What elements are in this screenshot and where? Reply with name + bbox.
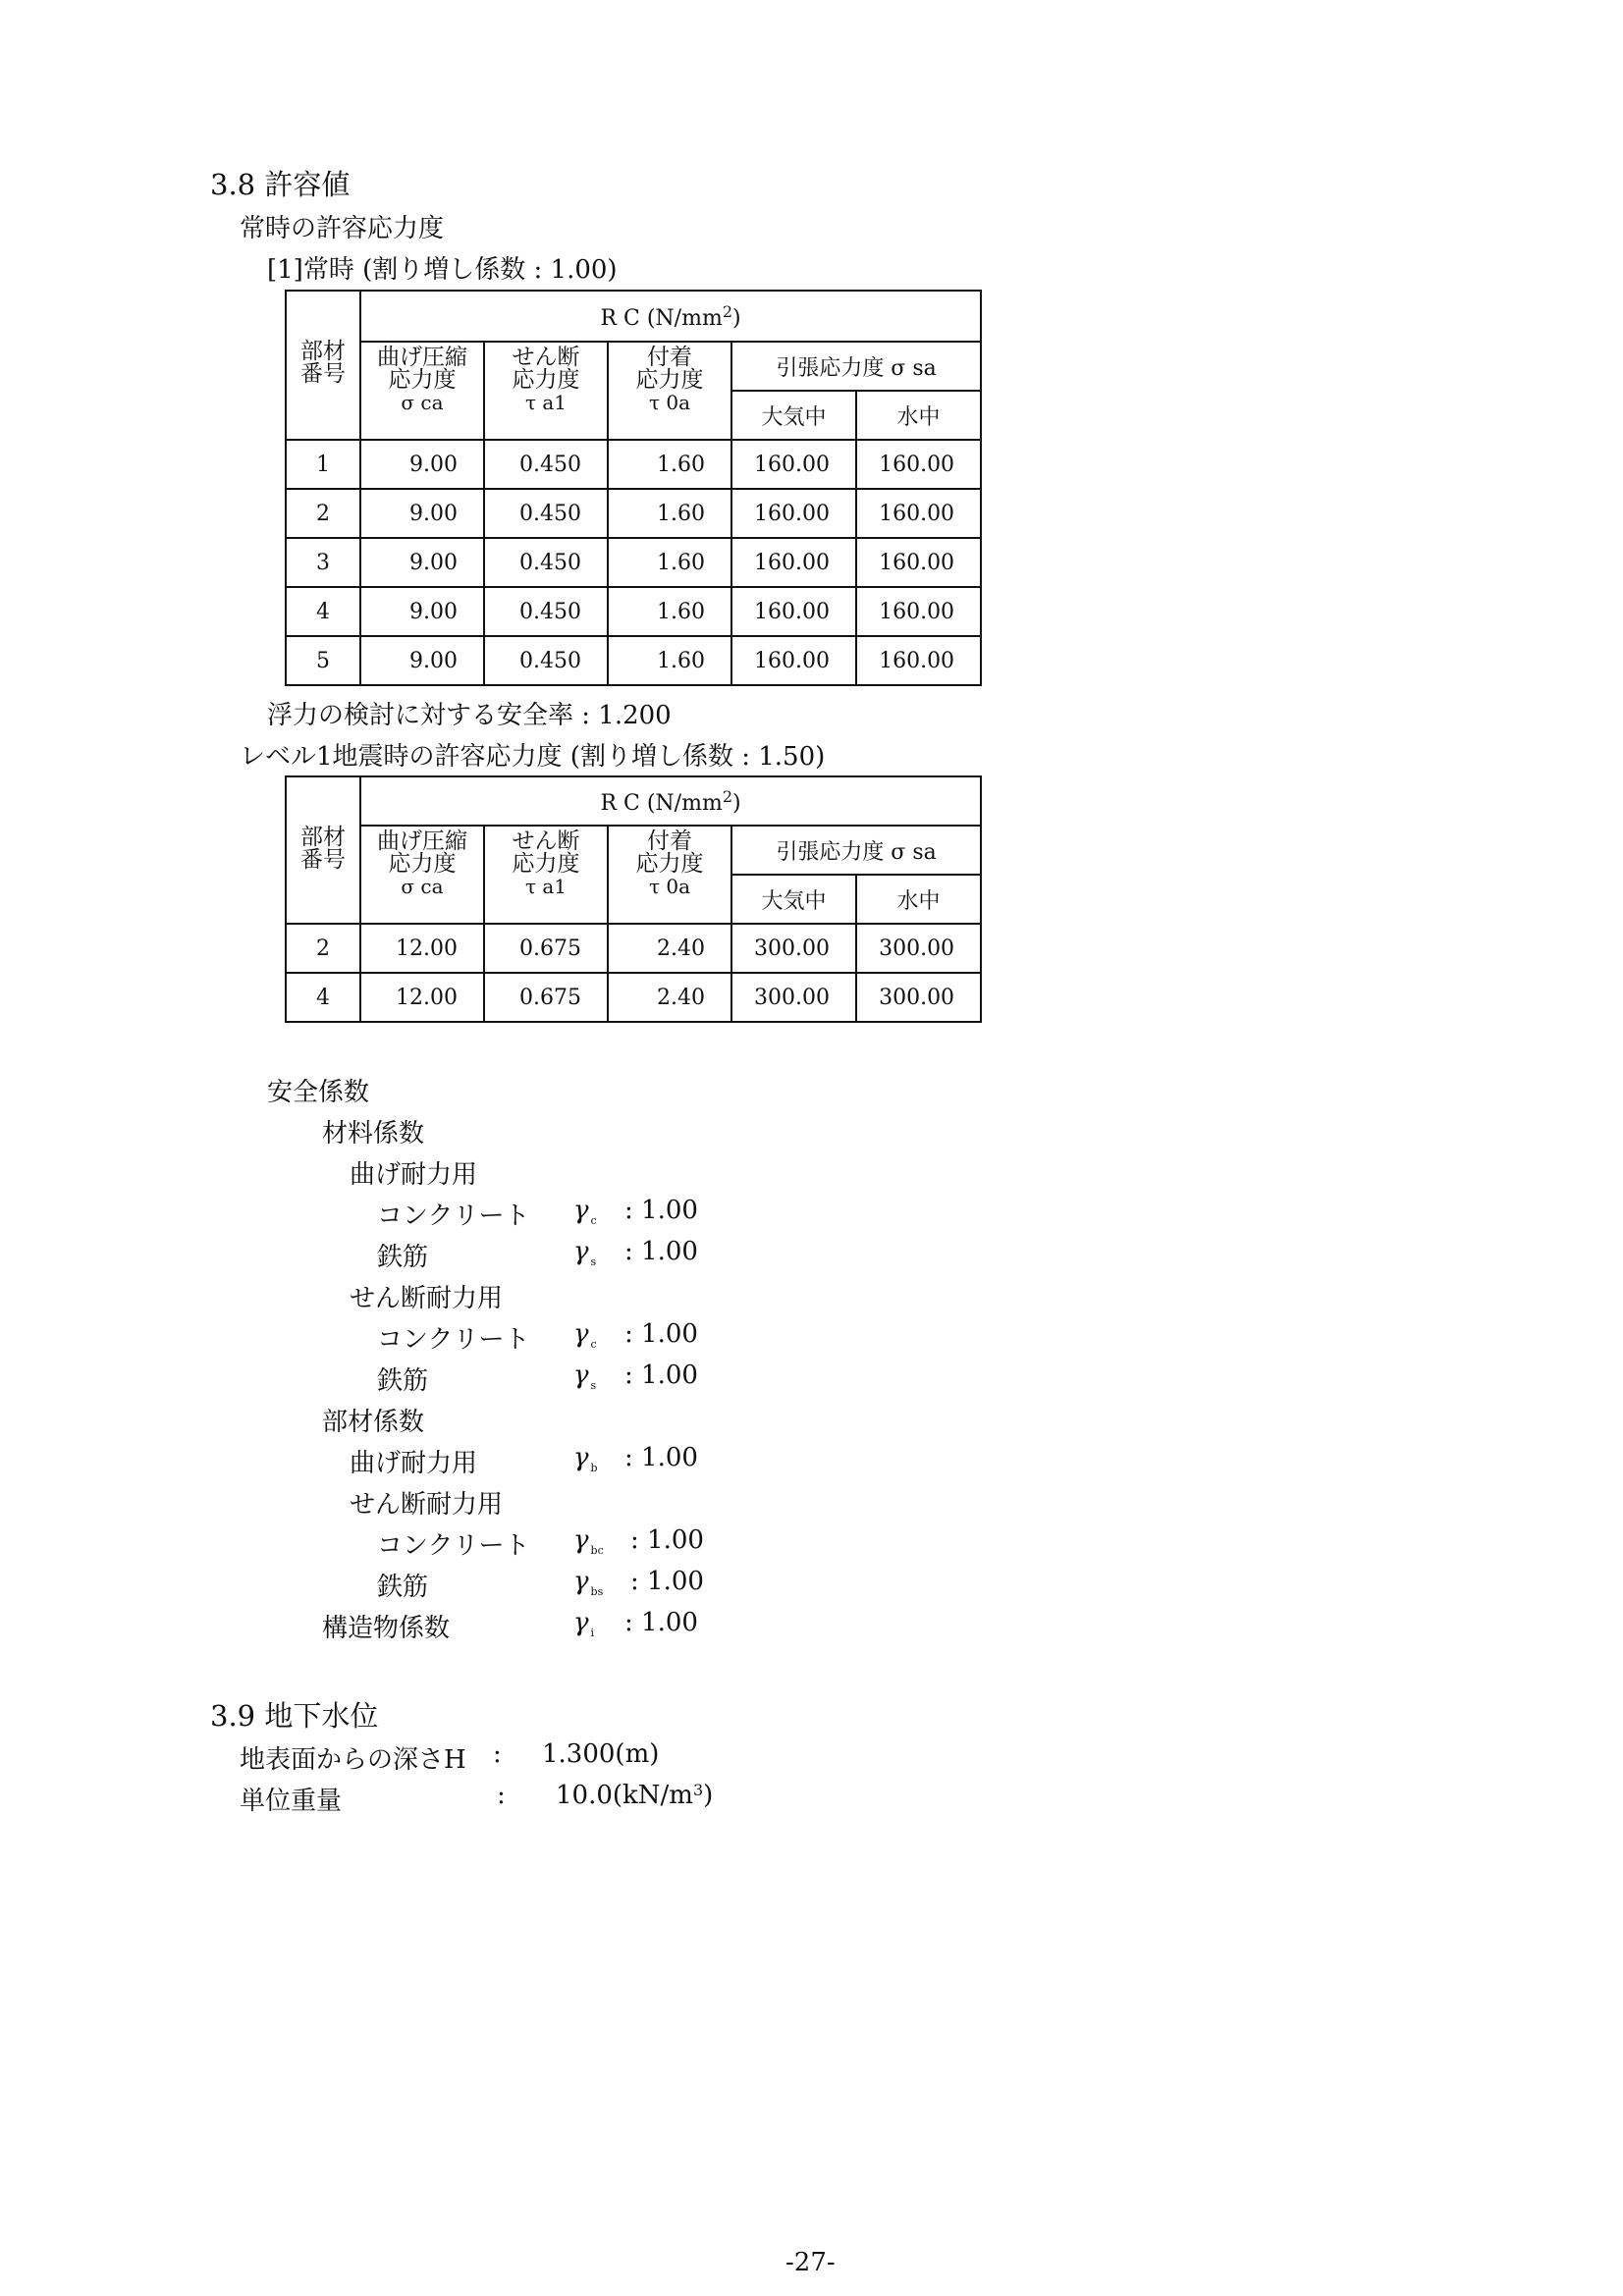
gamma-subscript: c xyxy=(590,1214,597,1227)
gamma-symbol: γ xyxy=(573,1319,589,1349)
rc-header xyxy=(360,291,981,342)
seismic-allowable-stress-heading: レベル1地震時の許容応力度 (割り増し係数 : 1.50) xyxy=(240,742,826,772)
gamma-value-7: : 1.00 xyxy=(630,1567,704,1596)
bend-use-label: 曲げ耐力用 xyxy=(350,1160,478,1190)
rc-header-sup: 2 xyxy=(722,301,732,321)
member-number-header xyxy=(286,291,360,440)
bend-compression-cell: 9.00 xyxy=(360,587,484,636)
gamma-value-3: : 1.00 xyxy=(624,1319,698,1349)
air-tension-cell: 160.00 xyxy=(731,489,856,538)
member-number-cell: 4 xyxy=(286,587,360,636)
rc-header-close: ) xyxy=(732,305,741,331)
gamma-symbol: γ xyxy=(573,1361,589,1390)
water-tension-cell: 160.00 xyxy=(856,538,981,587)
gamma-value-6: : 1.00 xyxy=(630,1525,704,1555)
gamma-subscript: bc xyxy=(590,1544,604,1557)
bend-header-text: 曲げ圧縮 応力度 xyxy=(377,345,467,393)
table-row xyxy=(286,440,981,489)
shear-use-label-1: せん断耐力用 xyxy=(350,1284,504,1313)
bond-cell: 1.60 xyxy=(608,538,731,587)
water-tension-cell: 160.00 xyxy=(856,440,981,489)
rc-header-close-2: ) xyxy=(732,790,741,816)
gamma-row-3 xyxy=(573,1319,597,1351)
gamma-row-2 xyxy=(573,1237,596,1268)
member-number-cell: 1 xyxy=(286,440,360,489)
bond-header-text-2: 付着 応力度 xyxy=(635,828,704,877)
air-header-2: 大気中 xyxy=(731,875,856,924)
page-number: -27- xyxy=(785,2248,836,2277)
depth-value: 1.300(m) xyxy=(542,1739,660,1769)
member-number-cell: 5 xyxy=(286,636,360,685)
gamma-subscript: bs xyxy=(590,1585,604,1598)
shear-cell: 0.450 xyxy=(484,440,608,489)
air-tension-cell: 300.00 xyxy=(731,973,856,1022)
shear-cell: 0.450 xyxy=(484,538,608,587)
water-tension-cell: 300.00 xyxy=(856,924,981,973)
member-number-cell: 3 xyxy=(286,538,360,587)
gamma-symbol: γ xyxy=(573,1567,589,1596)
concrete-label-2: コンクリート xyxy=(377,1325,530,1355)
safety-factor-title: 安全係数 xyxy=(267,1078,370,1107)
normal-allowable-stress-table xyxy=(285,290,982,686)
gamma-symbol: γ xyxy=(573,1196,589,1225)
shear-header-symbol-2: τ a1 xyxy=(524,875,568,898)
member-factor-label: 部材係数 xyxy=(322,1408,425,1437)
gamma-value-1: : 1.00 xyxy=(624,1196,698,1225)
gamma-subscript: c xyxy=(590,1338,597,1351)
bend-compression-header xyxy=(360,342,484,440)
bend-compression-cell: 12.00 xyxy=(360,924,484,973)
water-header: 水中 xyxy=(856,391,981,440)
tension-header: 引張応力度 σ sa xyxy=(731,342,981,391)
shear-cell: 0.675 xyxy=(484,924,608,973)
gamma-subscript: i xyxy=(590,1627,595,1639)
air-header: 大気中 xyxy=(731,391,856,440)
unit-weight-value xyxy=(556,1781,713,1810)
shear-header-2 xyxy=(484,826,608,924)
bend-compression-cell: 12.00 xyxy=(360,973,484,1022)
bond-header-symbol-2: τ 0a xyxy=(648,875,691,898)
rc-header-text: R C (N/mm xyxy=(600,305,723,331)
gamma-symbol: γ xyxy=(573,1525,589,1555)
concrete-label-1: コンクリート xyxy=(377,1201,530,1231)
rc-header-2 xyxy=(360,776,981,826)
air-tension-cell: 160.00 xyxy=(731,636,856,685)
gamma-value-4: : 1.00 xyxy=(624,1361,698,1390)
air-tension-cell: 160.00 xyxy=(731,587,856,636)
member-number-cell: 2 xyxy=(286,924,360,973)
steel-label-2: 鉄筋 xyxy=(377,1366,429,1396)
bond-header xyxy=(608,342,731,440)
bond-cell: 1.60 xyxy=(608,587,731,636)
shear-cell: 0.450 xyxy=(484,636,608,685)
bend-compression-cell: 9.00 xyxy=(360,440,484,489)
bend-compression-cell: 9.00 xyxy=(360,636,484,685)
gamma-symbol: γ xyxy=(573,1443,589,1472)
shear-cell: 0.675 xyxy=(484,973,608,1022)
bond-cell: 1.60 xyxy=(608,489,731,538)
member-number-cell: 4 xyxy=(286,973,360,1022)
member-number-header-2 xyxy=(286,776,360,924)
gamma-row-8 xyxy=(573,1608,594,1639)
bond-header-symbol: τ 0a xyxy=(648,391,691,414)
normal-allowable-stress-heading: 常時の許容応力度 xyxy=(240,214,445,243)
water-tension-cell: 160.00 xyxy=(856,636,981,685)
table-row xyxy=(286,636,981,685)
bond-cell: 2.40 xyxy=(608,973,731,1022)
bond-header-text: 付着 応力度 xyxy=(635,345,704,393)
unit-weight-sup: 3 xyxy=(692,1781,704,1799)
unit-weight-colon: : xyxy=(497,1781,506,1810)
rc-header-text-2: R C (N/mm xyxy=(600,790,723,816)
structure-factor-label: 構造物係数 xyxy=(322,1614,451,1643)
gamma-row-6 xyxy=(573,1525,604,1557)
gamma-symbol: γ xyxy=(573,1608,589,1637)
gamma-row-1 xyxy=(573,1196,597,1227)
section-3-8-title: 3.8 許容値 xyxy=(210,168,351,201)
gamma-row-5 xyxy=(573,1443,598,1474)
gamma-value-8: : 1.00 xyxy=(624,1608,698,1637)
material-factor-label: 材料係数 xyxy=(322,1119,425,1148)
bend-use-label-2: 曲げ耐力用 xyxy=(350,1449,478,1478)
shear-cell: 0.450 xyxy=(484,489,608,538)
bend-header-symbol-2: σ ca xyxy=(401,875,444,898)
unit-weight-number: 10.0(kN/m xyxy=(556,1781,693,1810)
shear-header xyxy=(484,342,608,440)
water-tension-cell: 160.00 xyxy=(856,489,981,538)
unit-weight-close: ) xyxy=(703,1781,714,1810)
bond-header-2 xyxy=(608,826,731,924)
table-row xyxy=(286,587,981,636)
depth-label: 地表面からの深さH xyxy=(240,1745,466,1775)
seismic-allowable-stress-table xyxy=(285,775,982,1023)
gamma-row-4 xyxy=(573,1361,596,1392)
bend-header-text-2: 曲げ圧縮 応力度 xyxy=(377,828,467,877)
air-tension-cell: 160.00 xyxy=(731,538,856,587)
buoyancy-safety-factor: 浮力の検討に対する安全率 : 1.200 xyxy=(267,701,672,730)
table-row xyxy=(286,489,981,538)
steel-label-1: 鉄筋 xyxy=(377,1243,429,1272)
table-row xyxy=(286,924,981,973)
gamma-subscript: b xyxy=(590,1462,598,1474)
concrete-label-3: コンクリート xyxy=(377,1531,530,1561)
table-row xyxy=(286,973,981,1022)
shear-cell: 0.450 xyxy=(484,587,608,636)
shear-use-label-2: せん断耐力用 xyxy=(350,1490,504,1520)
normal-sub-heading: [1]常時 (割り増し係数 : 1.00) xyxy=(267,255,618,285)
gamma-symbol: γ xyxy=(573,1237,589,1266)
water-tension-cell: 160.00 xyxy=(856,587,981,636)
unit-weight-label: 単位重量 xyxy=(240,1787,343,1816)
bond-cell: 1.60 xyxy=(608,440,731,489)
gamma-subscript: s xyxy=(590,1255,597,1268)
member-header-text-2: 部材 番号 xyxy=(300,825,346,873)
depth-colon: : xyxy=(493,1739,502,1769)
water-header-2: 水中 xyxy=(856,875,981,924)
rc-header-sup-2: 2 xyxy=(722,786,732,806)
tension-header-2: 引張応力度 σ sa xyxy=(731,826,981,875)
air-tension-cell: 160.00 xyxy=(731,440,856,489)
shear-header-text-2: せん断 応力度 xyxy=(512,828,580,877)
bend-header-symbol: σ ca xyxy=(401,391,444,414)
bend-compression-cell: 9.00 xyxy=(360,538,484,587)
bond-cell: 2.40 xyxy=(608,924,731,973)
member-number-cell: 2 xyxy=(286,489,360,538)
steel-label-3: 鉄筋 xyxy=(377,1573,429,1602)
gamma-value-5: : 1.00 xyxy=(624,1443,698,1472)
water-tension-cell: 300.00 xyxy=(856,973,981,1022)
gamma-row-7 xyxy=(573,1567,603,1598)
section-3-9-title: 3.9 地下水位 xyxy=(210,1699,379,1733)
gamma-subscript: s xyxy=(590,1379,597,1392)
member-header-text: 部材 番号 xyxy=(300,339,346,387)
bond-cell: 1.60 xyxy=(608,636,731,685)
gamma-value-2: : 1.00 xyxy=(624,1237,698,1266)
bend-compression-cell: 9.00 xyxy=(360,489,484,538)
shear-header-symbol: τ a1 xyxy=(524,391,568,414)
shear-header-text: せん断 応力度 xyxy=(512,345,580,393)
table-row xyxy=(286,538,981,587)
bend-compression-header-2 xyxy=(360,826,484,924)
air-tension-cell: 300.00 xyxy=(731,924,856,973)
